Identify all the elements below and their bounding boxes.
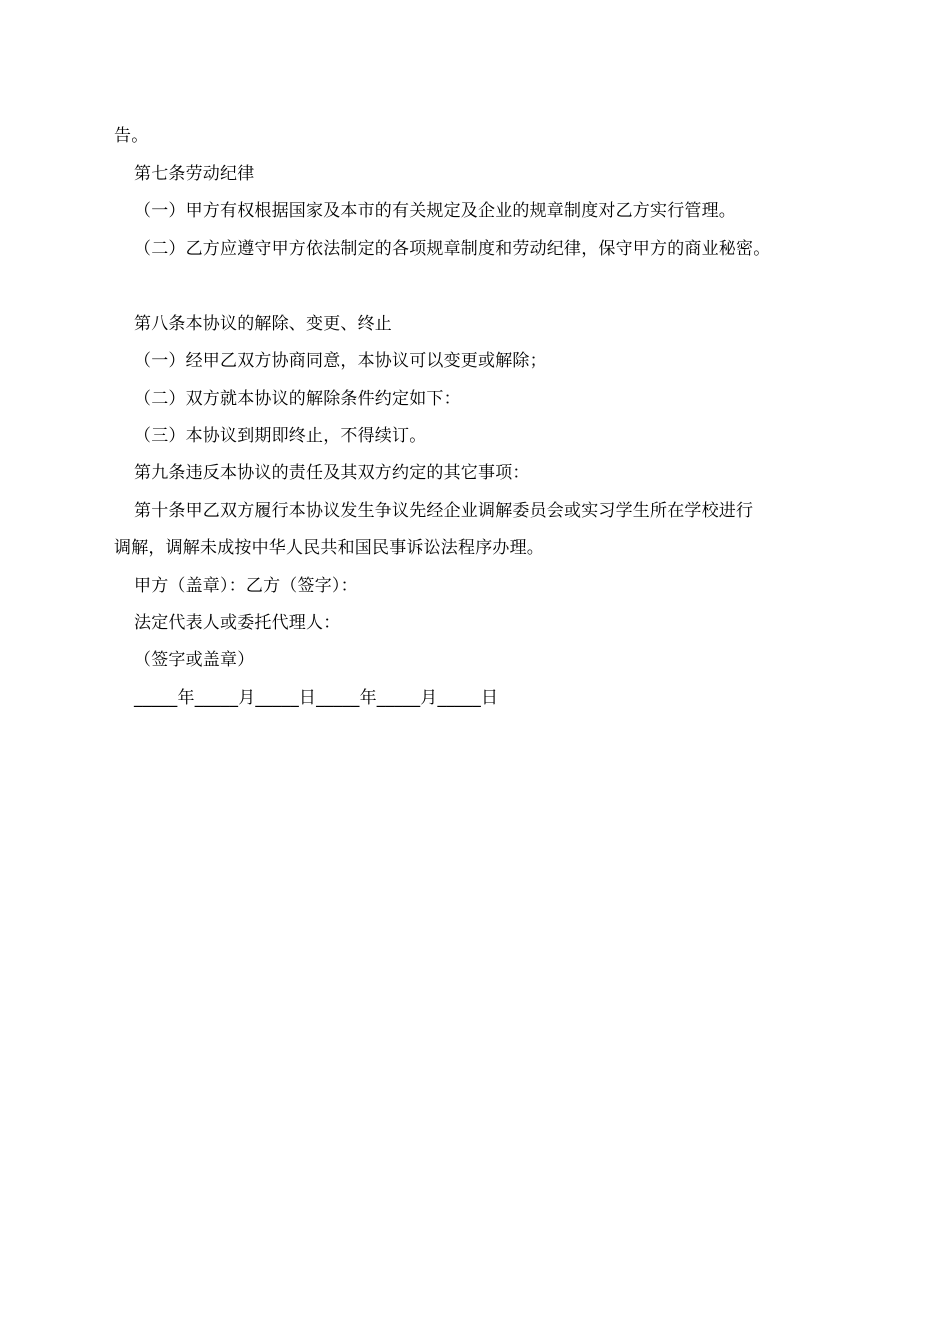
text-line-continuation: 告。 <box>114 126 149 146</box>
article-8-item-3: （三）本协议到期即终止，不得续订。 <box>134 426 427 446</box>
article-9-heading: 第九条违反本协议的责任及其双方约定的其它事项： <box>134 463 530 483</box>
article-10-line-2: 调解，调解未成按中华人民共和国民事诉讼法程序办理。 <box>114 538 544 558</box>
article-8-heading: 第八条本协议的解除、变更、终止 <box>134 314 392 334</box>
representative-line: 法定代表人或委托代理人： <box>134 613 341 633</box>
article-10-line-1: 第十条甲乙双方履行本协议发生争议先经企业调解委员会或实习学生所在学校进行 <box>134 501 754 521</box>
article-8-item-2: （二）双方就本协议的解除条件约定如下： <box>134 389 461 409</box>
article-7-item-1: （一）甲方有权根据国家及本市的有关规定及企业的规章制度对乙方实行管理。 <box>134 201 736 221</box>
article-8-item-1: （一）经甲乙双方协商同意，本协议可以变更或解除； <box>134 351 547 371</box>
date-fill-line: _____年_____月_____日_____年_____月_____日 <box>134 688 499 708</box>
sign-or-seal-line: （签字或盖章） <box>134 650 255 670</box>
signature-parties-line: 甲方（盖章）：乙方（签字）： <box>134 576 358 596</box>
article-7-heading: 第七条劳动纪律 <box>134 164 255 184</box>
article-7-item-2: （二）乙方应遵守甲方依法制定的各项规章制度和劳动纪律，保守甲方的商业秘密。 <box>134 239 771 259</box>
